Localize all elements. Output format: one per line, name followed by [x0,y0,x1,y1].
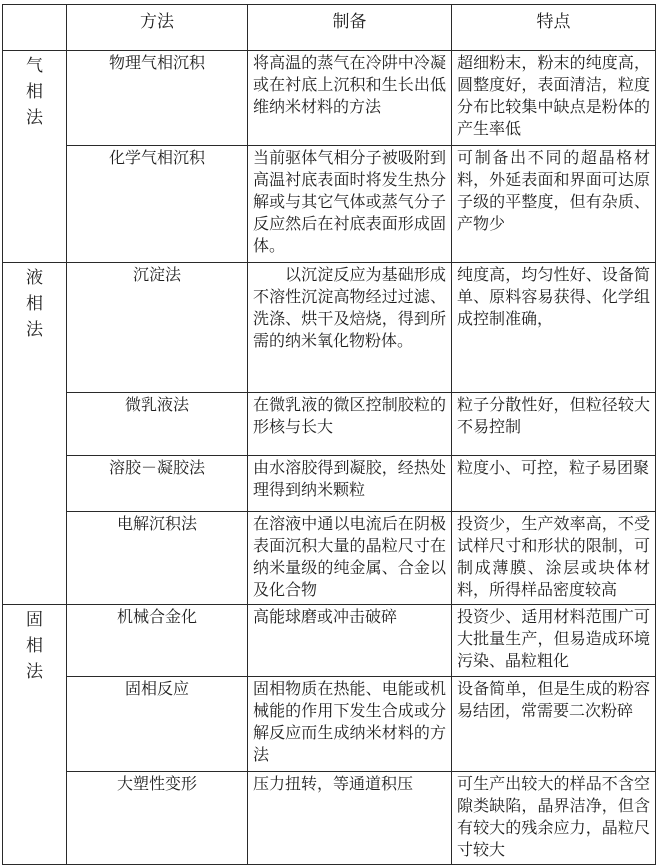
features-cell: 可制备出不同的超晶格材料，外延表面和界面可达原子级的平整度，但有杂质、产物少 [452,146,656,263]
table-row [3,263,656,393]
category-label: 固相法 [26,610,43,681]
method-cell: 机械合金化 [67,605,248,677]
preparation-cell: 固相物质在热能、电能或机械能的作用下发生合成或分解反应而生成纳米材料的方法 [248,677,452,772]
category-cell-liquid-phase [3,263,67,605]
table-row [3,146,656,263]
method-cell: 溶胶－凝胶法 [67,456,248,512]
method-cell: 沉淀法 [67,263,248,393]
method-cell: 化学气相沉积 [67,146,248,263]
features-cell: 设备简单，但是生成的粉容易结团，常需要二次粉碎 [452,677,656,772]
table-row [3,512,656,605]
preparation-cell: 将高温的蒸气在冷阱中冷凝或在衬底上沉积和生长出低维纳米材料的方法 [248,51,452,146]
methods-table [2,4,656,865]
features-cell: 可生产出较大的样品不含空隙类缺陷，晶界洁净，但含有较大的残余应力，晶粒尺寸较大 [452,772,656,865]
features-cell: 纯度高，均匀性好、设备简单、原料容易获得、化学组成控制准确， [452,263,656,393]
preparation-cell: 在微乳液的微区控制胶粒的形核与长大 [248,393,452,456]
features-cell: 粒子分散性好，但粒径较大不易控制 [452,393,656,456]
method-cell: 物理气相沉积 [67,51,248,146]
table-row [3,51,656,146]
method-cell: 大塑性变形 [67,772,248,865]
table-header-row [3,5,656,51]
features-cell: 超细粉末，粉末的纯度高，圆整度好，表面清洁，粒度分布比较集中缺点是粉体的产生率低 [452,51,656,146]
preparation-cell: 以沉淀反应为基础形成不溶性沉淀高物经过过滤、洗涤、烘干及焙烧，得到所需的纳米氧化物粉体。 [248,263,452,393]
table-row [3,605,656,677]
category-cell-gas-phase [3,51,67,263]
features-cell: 投资少、适用材料范围广可大批量生产，但易造成环境污染、晶粒粗化 [452,605,656,677]
header-category [3,5,67,51]
table-row [3,772,656,865]
preparation-cell: 由水溶胶得到凝胶，经热处理得到纳米颗粒 [248,456,452,512]
preparation-cell: 当前驱体气相分子被吸附到高温衬底表面时将发生热分解或与其它气体或蒸气分子反应然后在衬底表面形成固体。 [248,146,452,263]
category-label: 液相法 [26,268,43,339]
table-row [3,677,656,772]
features-cell: 投资少，生产效率高，不受试样尺寸和形状的限制，可制成薄膜、涂层或块体材料，所得样品密度较高 [452,512,656,605]
category-cell-solid-phase [3,605,67,865]
features-cell: 粒度小、可控，粒子易团聚 [452,456,656,512]
table-row [3,393,656,456]
method-cell: 固相反应 [67,677,248,772]
preparation-cell: 在溶液中通以电流后在阴极表面沉积大量的晶粒尺寸在纳米量级的纯金属、合金以及化合物 [248,512,452,605]
header-method: 方法 [67,5,248,51]
header-features: 特点 [452,5,656,51]
header-preparation: 制备 [248,5,452,51]
method-cell: 微乳液法 [67,393,248,456]
preparation-cell: 高能球磨或冲击破碎 [248,605,452,677]
category-label: 气相法 [26,56,43,127]
table-row [3,456,656,512]
method-cell: 电解沉积法 [67,512,248,605]
preparation-cell: 压力扭转，等通道积压 [248,772,452,865]
